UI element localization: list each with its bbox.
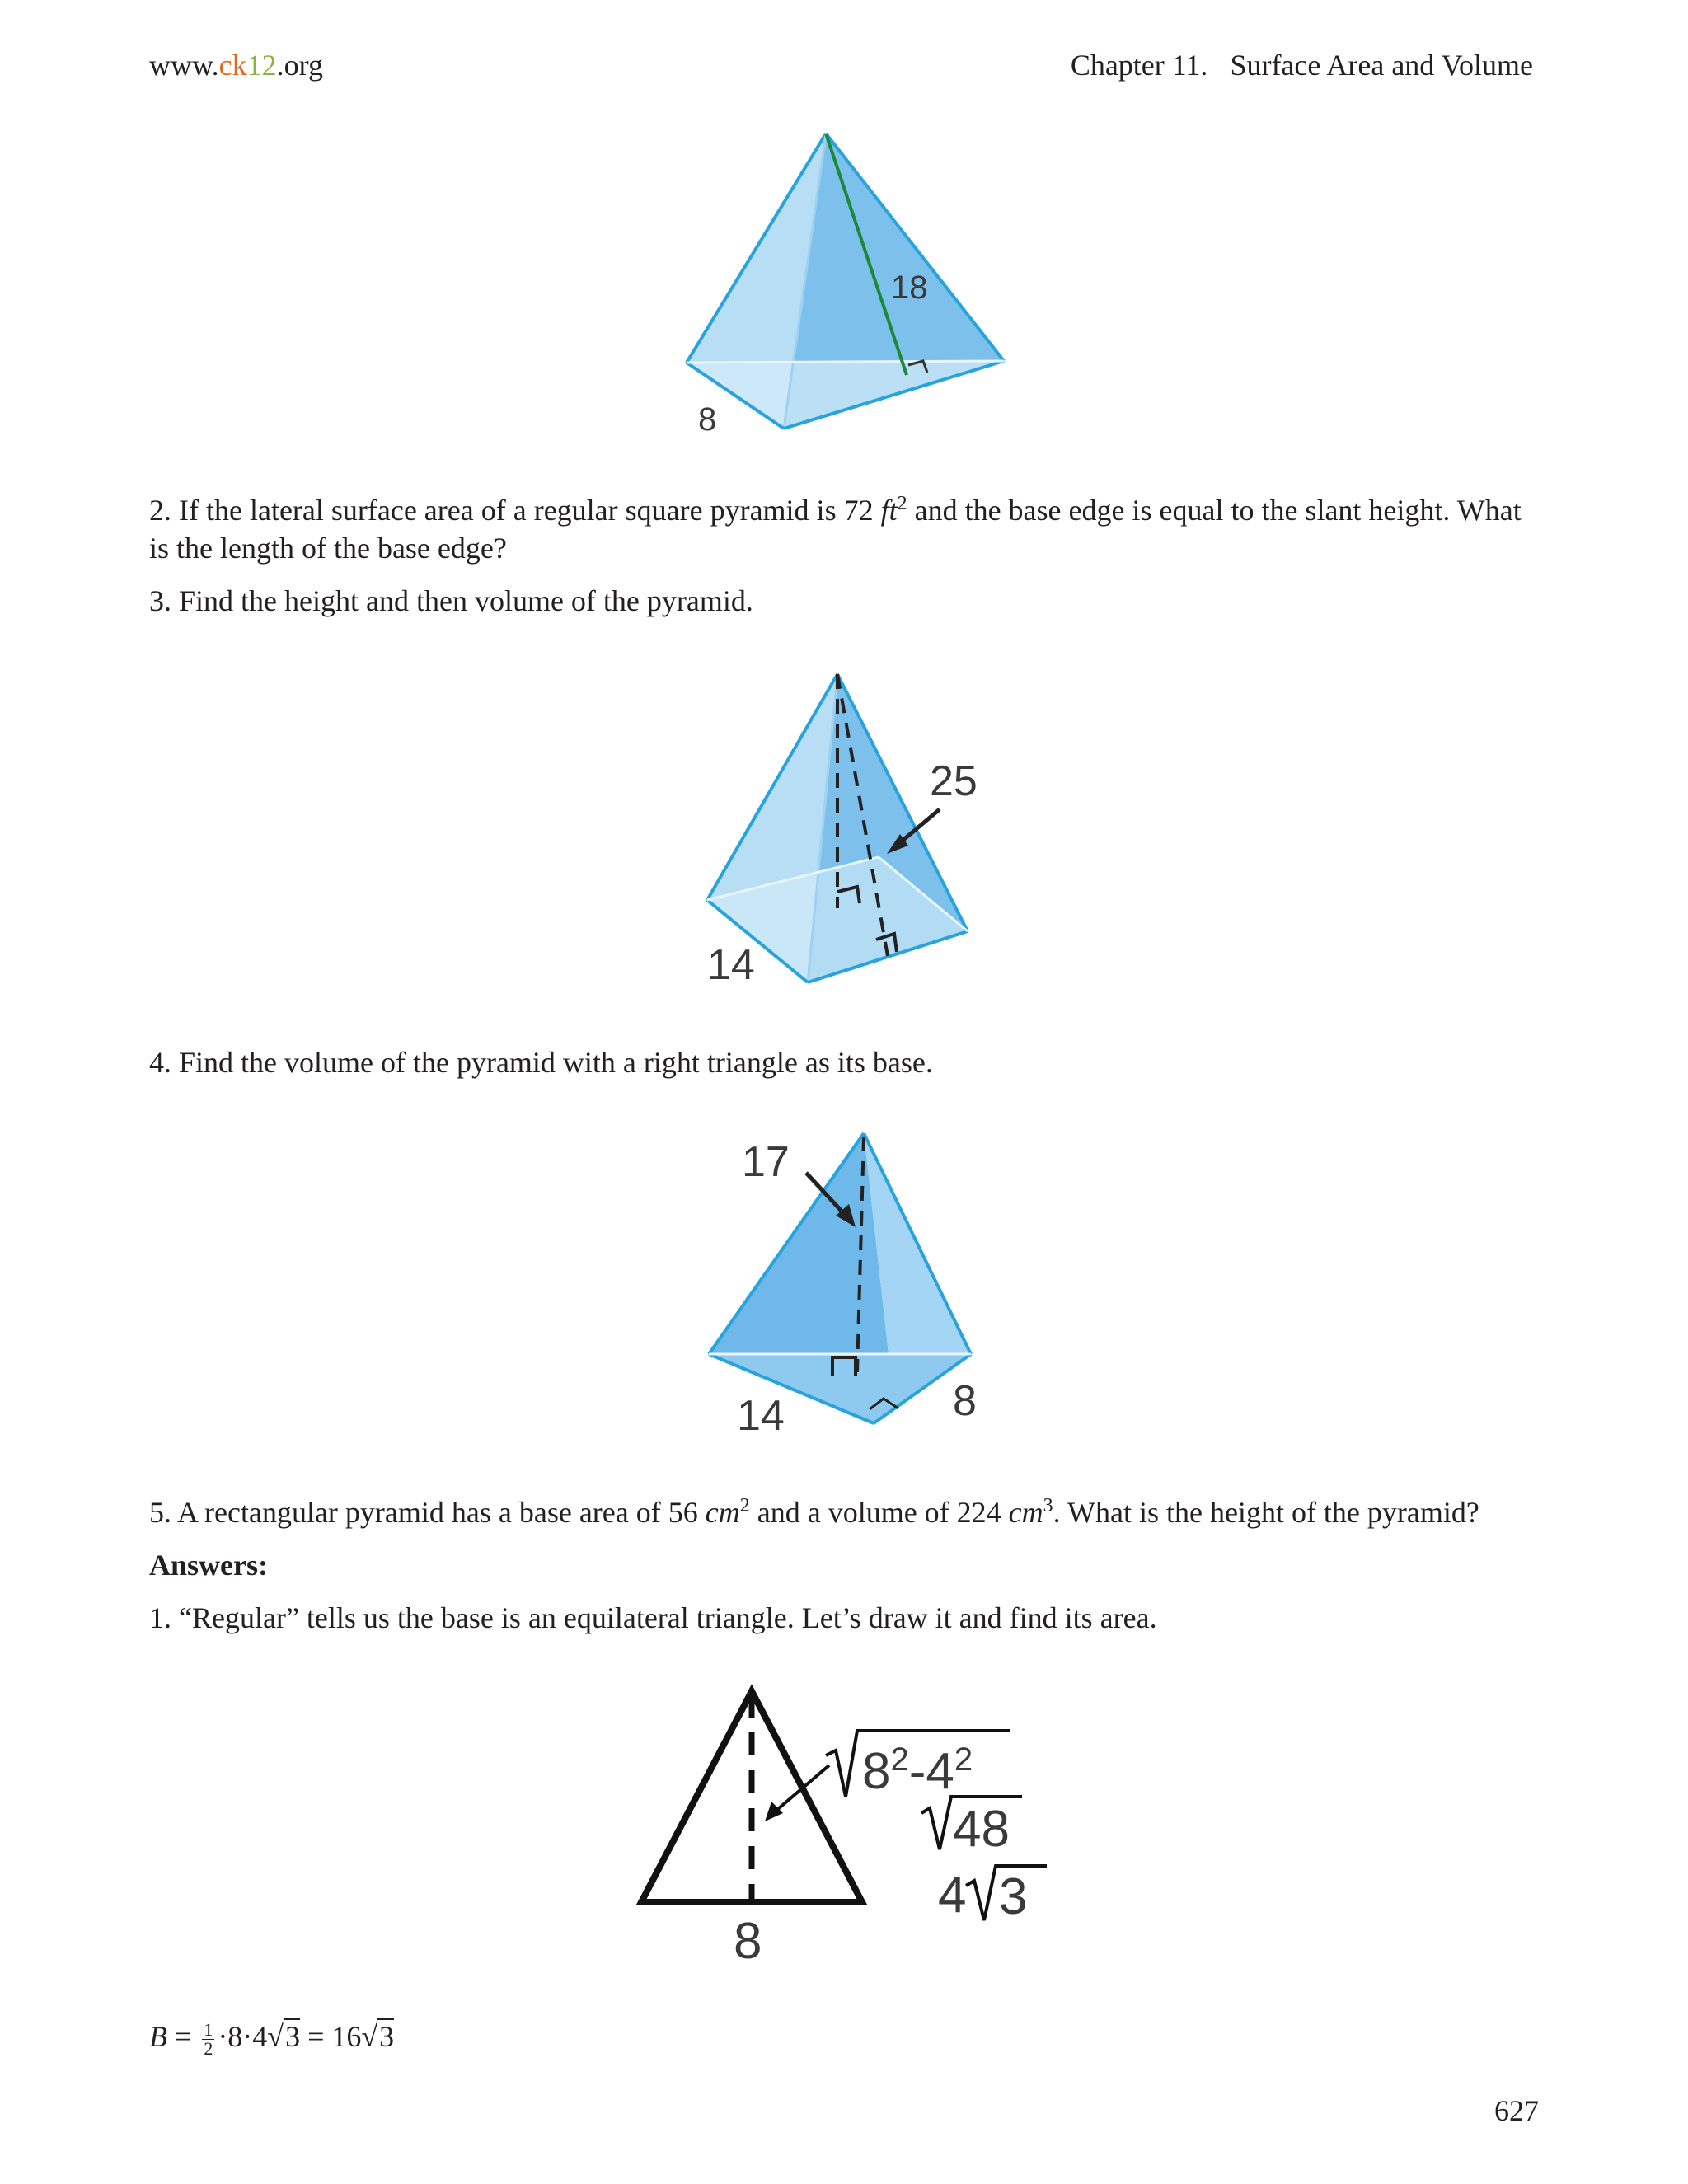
figure-right-triangle-pyramid xyxy=(701,1125,1014,1446)
answer-1: 1. “Regular” tells us the base is an equilateral triangle. Let’s draw it and find its area. xyxy=(149,1601,1157,1634)
svg-text:82-42: $8^2-4^2$ xyxy=(862,1741,973,1800)
area-formula: B = $\frac{1}{2}$ ·8·4√3 = 16√3 xyxy=(149,2019,395,2060)
height-label-17: 17 xyxy=(742,1138,790,1186)
figure-square-pyramid xyxy=(692,659,1022,997)
base-label-8: 8 xyxy=(953,1377,977,1425)
answers-heading: Answers: xyxy=(149,1549,268,1582)
question-2: 2. If the lateral surface area of a regular square pyramid is 72 $ft^2$ and the base edge is equal to the slant height. What is the length of the base edge? xyxy=(149,493,1522,565)
site-url[interactable]: www.ck12.org xyxy=(149,49,323,82)
slant-label-25: 25 xyxy=(930,757,978,805)
question-5: 5. A rectangular pyramid has a base area of 56 $cm^2$ and a volume of 224 $cm^3$. What is the height of the pyramid? xyxy=(149,1495,1479,1529)
question-4: 4. Find the volume of the pyramid with a right triangle as its base. xyxy=(149,1046,933,1079)
base-label-14: 14 xyxy=(707,941,755,989)
triangle-base-8: 8 xyxy=(734,1913,762,1970)
base-label: 8 xyxy=(698,401,717,437)
chapter-header: Chapter 11. Surface Area and Volume xyxy=(1070,49,1533,82)
rad-3: 3 xyxy=(999,1868,1028,1925)
base-label-14b: 14 xyxy=(737,1392,785,1440)
figure-equilateral-triangle xyxy=(635,1681,1063,1970)
question-3: 3. Find the height and then volume of the pyramid. xyxy=(149,584,753,617)
sqrt-48: 48 xyxy=(953,1801,1010,1858)
figure-triangular-pyramid xyxy=(676,124,1022,437)
slant-label: 18 xyxy=(891,269,928,306)
coef-4: 4 xyxy=(938,1867,967,1924)
page-number: 627 xyxy=(1494,2094,1539,2127)
